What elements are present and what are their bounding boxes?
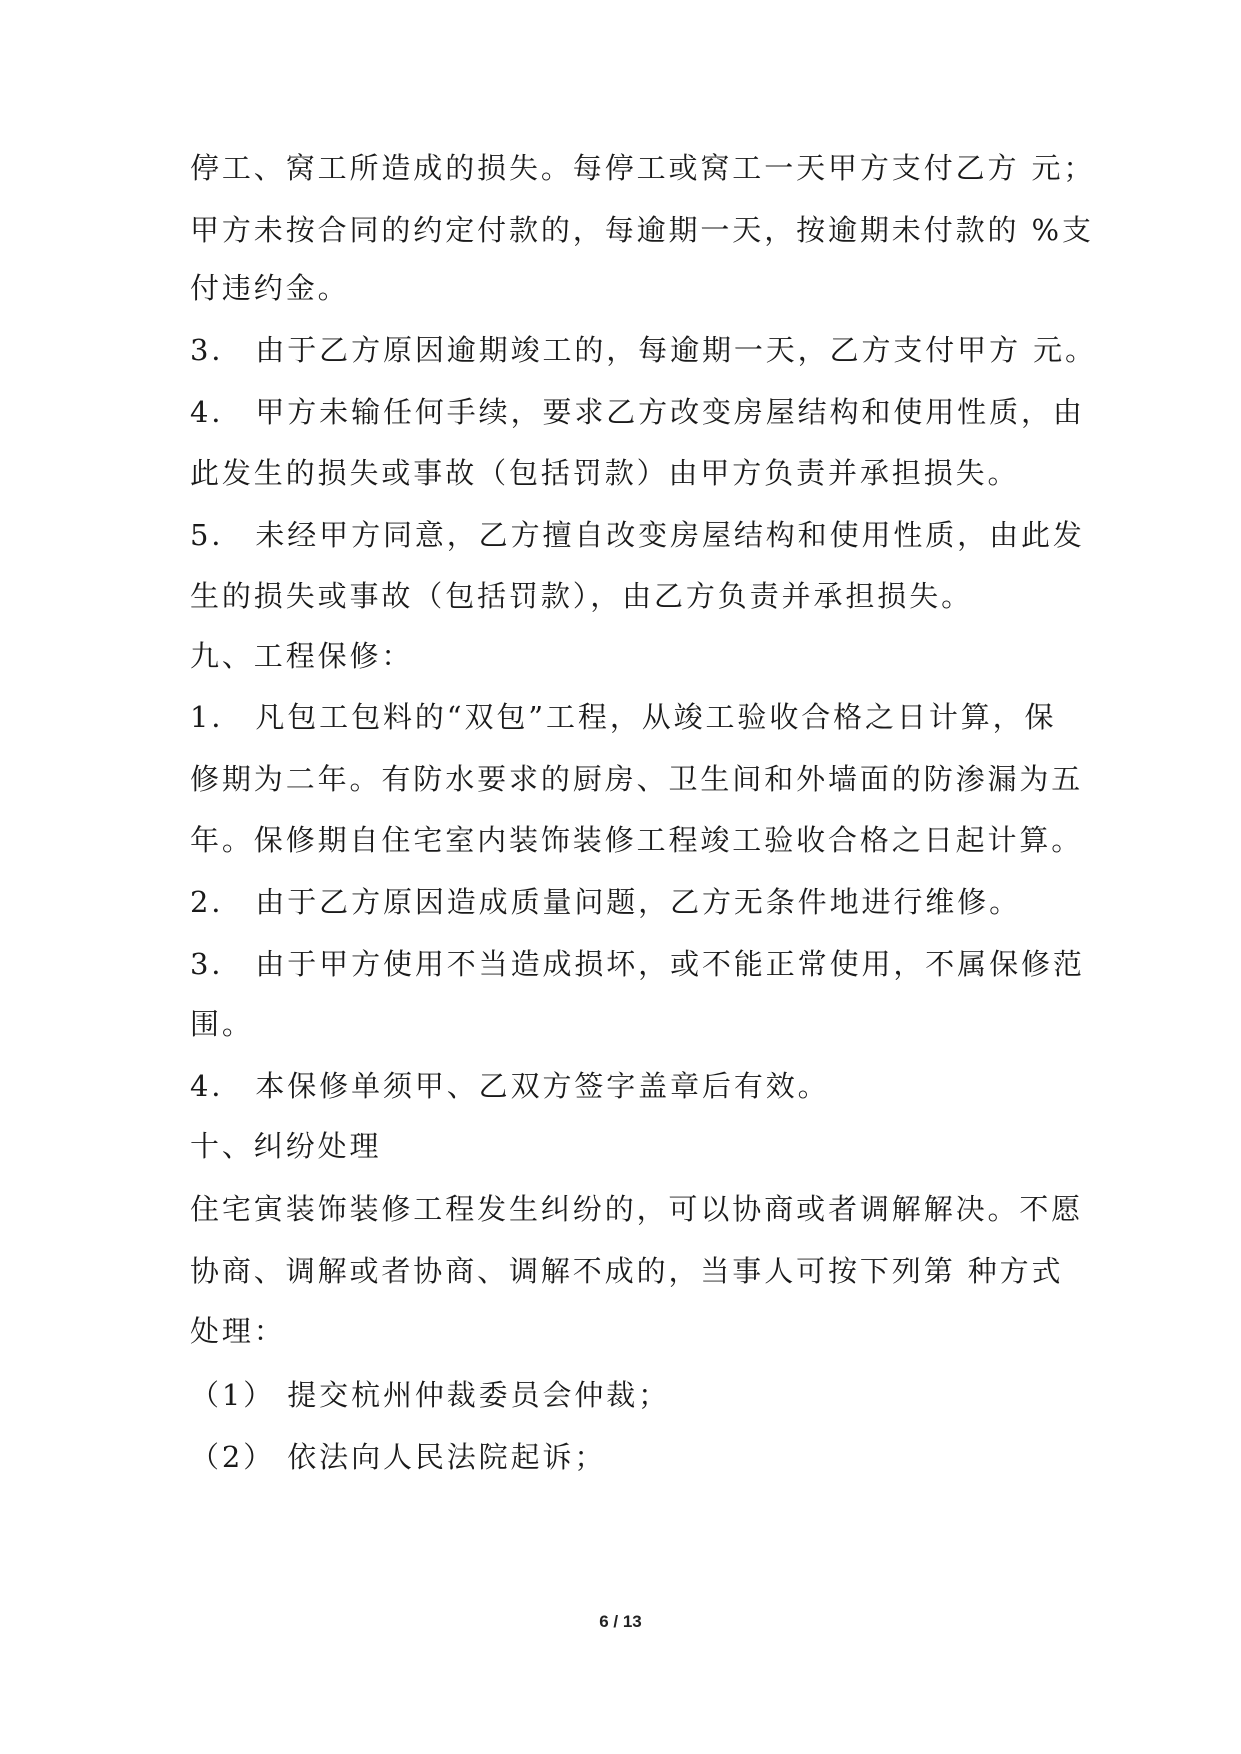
section-heading: 九、工程保修： — [190, 639, 414, 673]
text-line: 此发生的损失或事故（包括罚款）由甲方负责并承担损失。 — [190, 456, 1020, 490]
text-line: 1． 凡包工包料的“双包”工程，从竣工验收合格之日计算，保 — [190, 700, 1057, 734]
text-line: 4． 甲方未输任何手续，要求乙方改变房屋结构和使用性质，由 — [190, 395, 1085, 429]
text-line: 围。 — [190, 1007, 254, 1041]
text-line: 2． 由于乙方原因造成质量问题，乙方无条件地进行维修。 — [190, 885, 1021, 919]
text-line: 修期为二年。有防水要求的厨房、卫生间和外墙面的防渗漏为五 — [190, 762, 1084, 796]
page-number: 6 / 13 — [599, 1612, 642, 1631]
section-heading: 十、纠纷处理 — [190, 1129, 382, 1163]
text-line: （1） 提交杭州仲裁委员会仲裁； — [190, 1378, 671, 1412]
text-line: 停工、窝工所造成的损失。每停工或窝工一天甲方支付乙方 元； — [190, 151, 1096, 185]
text-line: 处理： — [190, 1314, 286, 1348]
text-line: 住宅寅装饰装修工程发生纠纷的，可以协商或者调解解决。不愿 — [190, 1192, 1084, 1226]
text-line: （2） 依法向人民法院起诉； — [190, 1440, 607, 1474]
text-line: 付违约金。 — [190, 271, 350, 305]
text-line: 生的损失或事故（包括罚款），由乙方负责并承担损失。 — [190, 579, 974, 613]
text-line: 年。保修期自住宅室内装饰装修工程竣工验收合格之日起计算。 — [190, 823, 1084, 857]
text-line: 3． 由于乙方原因逾期竣工的，每逾期一天，乙方支付甲方 元。 — [190, 333, 1097, 367]
text-line: 协商、调解或者协商、调解不成的，当事人可按下列第 种方式 — [190, 1254, 1064, 1288]
text-line: 甲方未按合同的约定付款的，每逾期一天，按逾期未付款的 %支 — [190, 213, 1094, 247]
text-line: 3． 由于甲方使用不当造成损坏，或不能正常使用，不属保修范 — [190, 947, 1085, 981]
text-line: 4． 本保修单须甲、乙双方签字盖章后有效。 — [190, 1069, 830, 1103]
text-line: 5． 未经甲方同意，乙方擅自改变房屋结构和使用性质，由此发 — [190, 518, 1085, 552]
